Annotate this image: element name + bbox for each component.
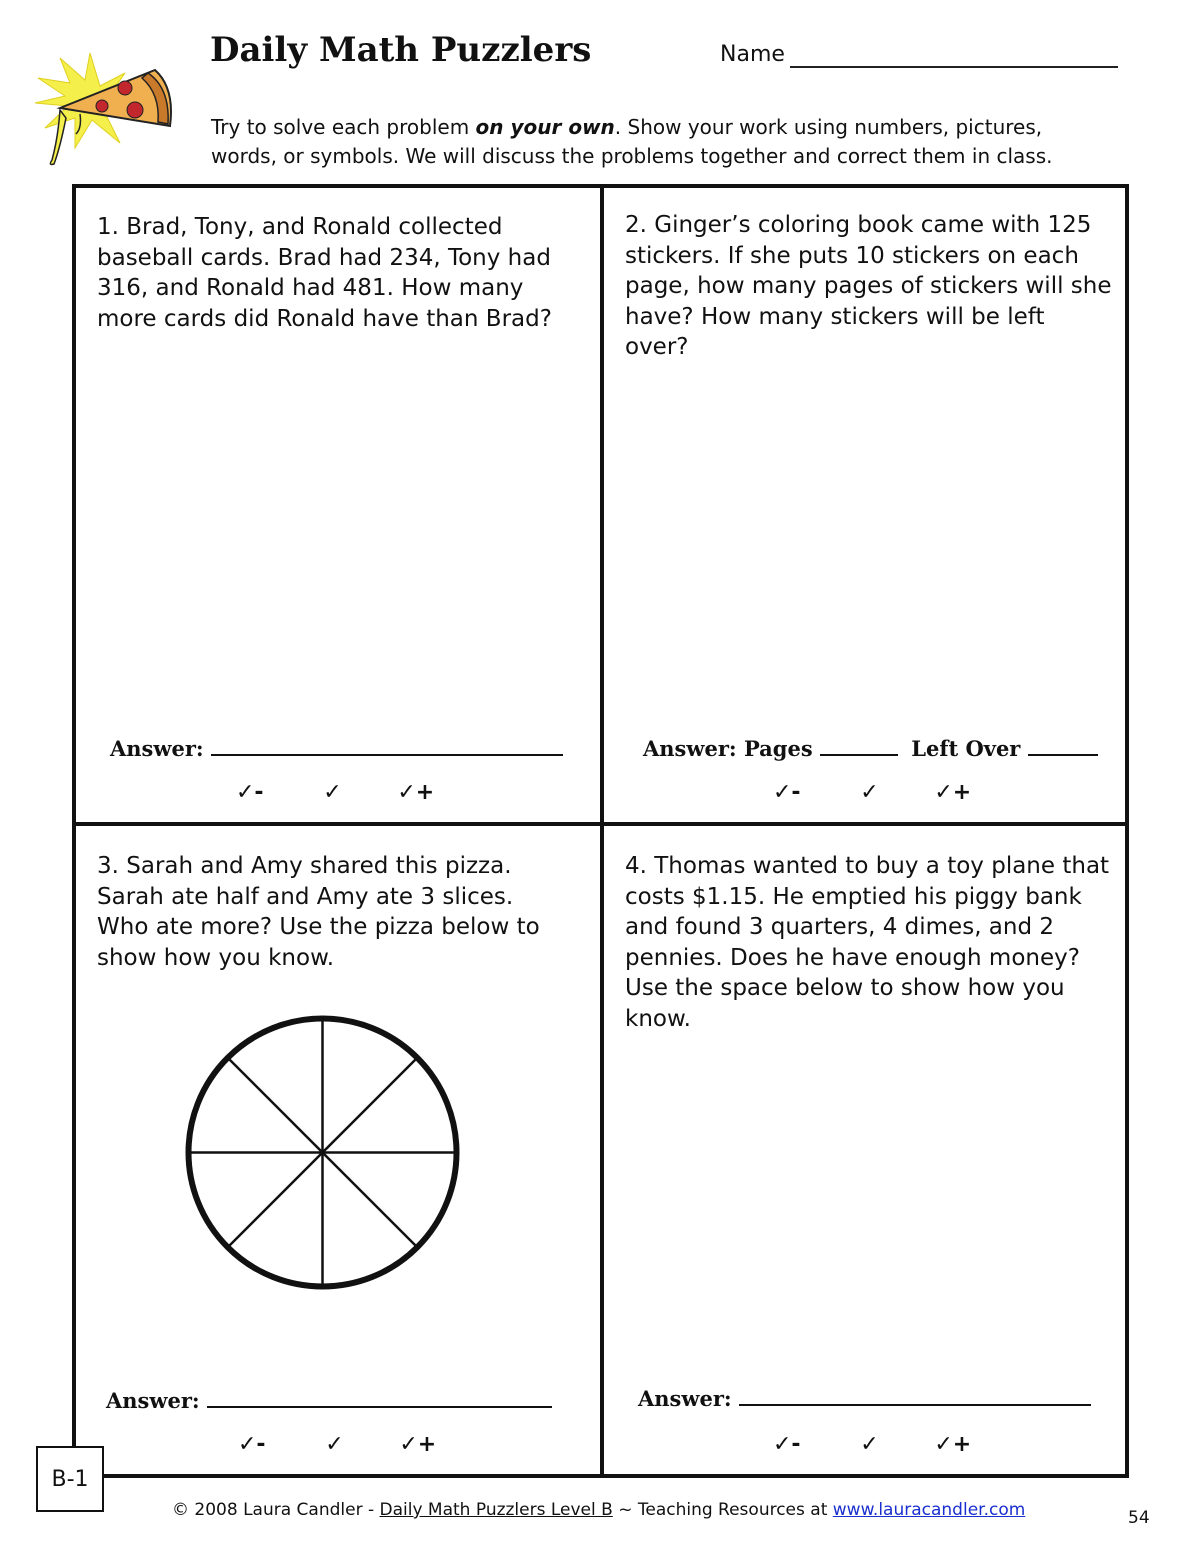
problem-2-text: 2. Ginger’s coloring book came with 125 stickers. If she puts 10 stickers on each page, how many pages of stickers will she have? How many stickers will be left over?	[625, 212, 1112, 360]
check-plus-icon[interactable]: ✓+	[399, 1432, 437, 1457]
check-icon[interactable]: ✓	[860, 780, 879, 805]
problem-3-checks	[238, 1432, 436, 1457]
problem-3-text: 3. Sarah and Amy shared this pizza. Sarah ate half and Amy ate 3 slices. Who ate more? Use the pizza below to show how you know.	[97, 853, 540, 971]
problem-4-answer: Answer:	[638, 1386, 1091, 1411]
problem-2-answer: Answer: Pages Left Over	[643, 736, 1098, 761]
pizza-diagram[interactable]	[180, 1010, 465, 1295]
check-plus-icon[interactable]: ✓+	[397, 780, 435, 805]
instructions-emphasis: on your own	[475, 115, 615, 139]
name-field[interactable]	[790, 66, 1118, 68]
grid-divider-vertical	[600, 184, 604, 1478]
check-minus-icon[interactable]: ✓-	[236, 780, 264, 805]
instructions: Try to solve each problem on your own. Show your work using numbers, pictures, words, or symbols. We will discuss the problems together and correct them in class.	[211, 115, 1053, 168]
check-minus-icon[interactable]: ✓-	[773, 1432, 801, 1457]
grid-divider-horizontal	[72, 822, 1129, 826]
check-minus-icon[interactable]: ✓-	[238, 1432, 266, 1457]
check-icon[interactable]: ✓	[323, 780, 342, 805]
problem-4-text: 4. Thomas wanted to buy a toy plane that costs $1.15. He emptied his piggy bank and found 3 quarters, 4 dimes, and 2 pennies. Does he have enough money? Use the space below to show how you know.	[625, 853, 1110, 1032]
website-link[interactable]: www.lauracandler.com	[832, 1500, 1026, 1520]
check-icon[interactable]: ✓	[325, 1432, 344, 1457]
problem-3-answer: Answer:	[106, 1388, 552, 1413]
problem-4-checks	[773, 1432, 971, 1457]
footer: © 2008 Laura Candler - Daily Math Puzzlers Level B ~ Teaching Resources at www.lauracandler.com	[172, 1500, 1026, 1520]
level-code-badge: B-1	[36, 1446, 104, 1512]
check-icon[interactable]: ✓	[860, 1432, 879, 1457]
pages-answer-field[interactable]	[820, 736, 898, 756]
answer-field[interactable]	[207, 1388, 552, 1408]
answer-field[interactable]	[739, 1386, 1091, 1406]
answer-field[interactable]	[211, 736, 563, 756]
name-label: Name	[720, 42, 785, 67]
problem-2-checks	[773, 780, 971, 805]
check-plus-icon[interactable]: ✓+	[934, 780, 972, 805]
problem-1-answer: Answer:	[110, 736, 563, 761]
pizza-slice-icon	[30, 48, 180, 168]
check-minus-icon[interactable]: ✓-	[773, 780, 801, 805]
page-number: 54	[1128, 1508, 1150, 1528]
check-plus-icon[interactable]: ✓+	[934, 1432, 972, 1457]
problem-1-text: 1. Brad, Tony, and Ronald collected baseball cards. Brad had 234, Tony had 316, and Ronald had 481. How many more cards did Ronald have than Brad?	[97, 214, 552, 332]
left-over-answer-field[interactable]	[1028, 736, 1098, 756]
book-title: Daily Math Puzzlers Level B	[379, 1500, 613, 1520]
problem-1-checks	[236, 780, 434, 805]
page-title: Daily Math Puzzlers	[210, 30, 592, 70]
